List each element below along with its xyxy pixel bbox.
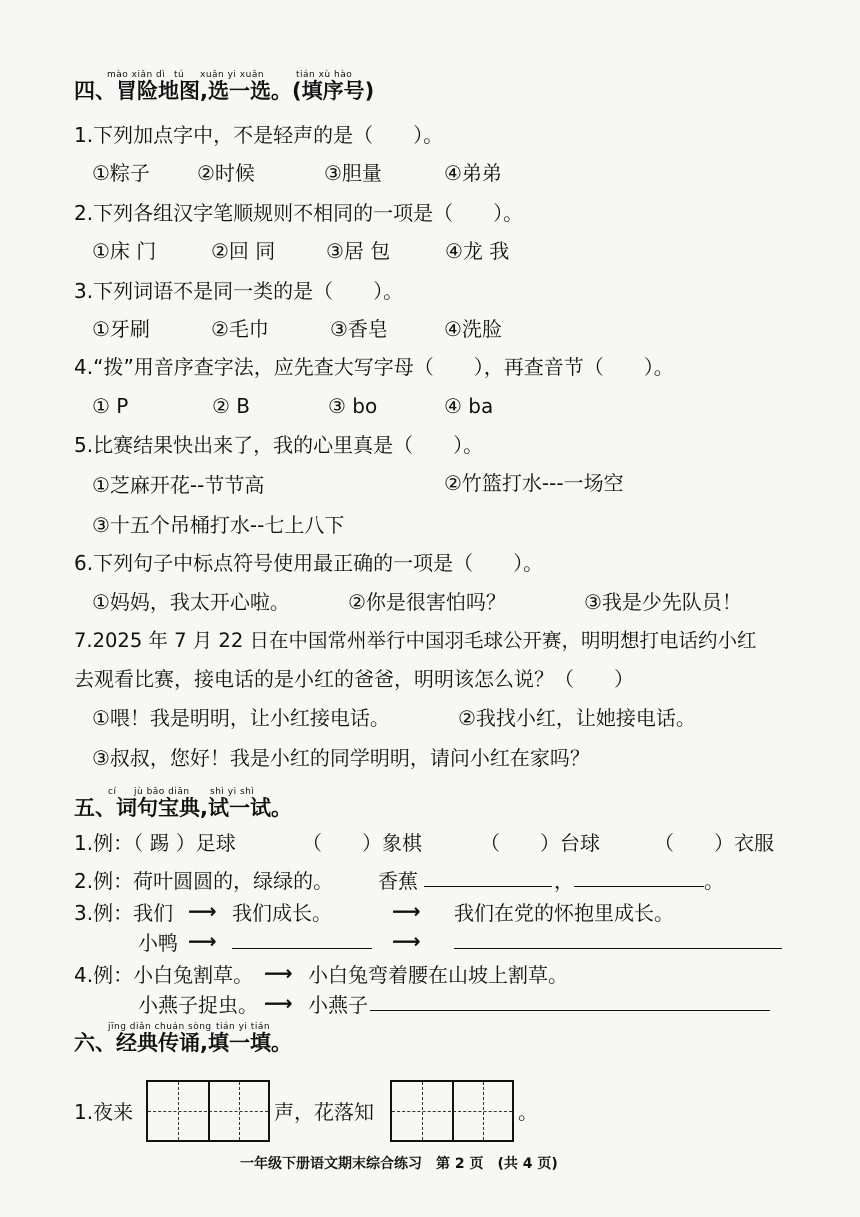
q4-1-stem: 1.下列加点字中，不是轻声的是（ ）。 <box>74 123 444 147</box>
q4-6-opt-1: ①妈妈，我太开心啦。 <box>92 590 290 614</box>
q4-3-opt-3: ③香皂 <box>330 317 388 341</box>
q5-2-word: 香蕉 <box>378 869 418 893</box>
pinyin-tianyitian: tián yi tián <box>216 1022 271 1032</box>
q4-5-opt-1: ①芝麻开花--节节高 <box>92 473 265 497</box>
q4-4-opt-1: ① P <box>92 394 129 418</box>
q5-2-blank-1[interactable] <box>424 866 552 887</box>
section-6-title: 六、经典传诵,填一填。 <box>74 1031 292 1055</box>
q4-5-opt-3: ③十五个吊桶打水--七上八下 <box>92 513 345 537</box>
page-footer: 一年级下册语文期末综合练习 第 2 页 (共 4 页) <box>240 1156 558 1172</box>
q5-4-example: 4.例：小白兔割草。 <box>74 963 254 987</box>
q4-7-opt-3: ③叔叔，您好！我是小红的同学明明，请问小红在家吗？ <box>92 746 590 770</box>
pinyin-jubaodian: jù bǎo diǎn <box>134 787 190 797</box>
pinyin-ci: cí <box>108 787 117 797</box>
q4-4-stem: 4.“拨”用音序查字法，应先查大写字母（ ），再查音节（ ）。 <box>74 355 674 379</box>
q4-6-opt-2: ②你是很害怕吗？ <box>348 590 506 614</box>
tianzige-grid-1[interactable] <box>146 1080 270 1142</box>
q4-4-opt-2: ② B <box>212 394 251 418</box>
tianzige-grid-2[interactable] <box>390 1080 514 1142</box>
q4-7-opt-2: ②我找小红，让她接电话。 <box>458 706 696 730</box>
q4-5-opt-2: ②竹篮打水---一场空 <box>444 471 624 495</box>
q5-4-question: 小燕子捉虫。 <box>138 993 258 1017</box>
arrow-icon: ⟶ <box>188 899 217 923</box>
q5-1-item-1: （ ）象棋 <box>302 831 422 855</box>
q4-3-stem: 3.下列词语不是同一类的是（ ）。 <box>74 279 404 303</box>
section-5-title: 五、词句宝典,试一试。 <box>74 796 292 820</box>
q5-4-start: 小燕子 <box>308 993 368 1017</box>
q5-3-word: 小鸭 <box>138 931 178 955</box>
q4-3-opt-2: ②毛巾 <box>211 317 269 341</box>
q4-6-opt-3: ③我是少先队员！ <box>584 590 742 614</box>
q4-4-opt-4: ④ ba <box>444 394 494 418</box>
q4-7-stem-line1: 7.2025 年 7 月 22 日在中国常州举行中国羽毛球公开赛，明明想打电话约小红 <box>74 629 757 652</box>
q4-1-opt-3: ③胆量 <box>324 161 382 185</box>
q4-4-opt-3: ③ bo <box>328 394 378 418</box>
pinyin-tianxuhao: tián xù hào <box>296 70 353 80</box>
q5-2-example: 2.例：荷叶圆圆的，绿绿的。 <box>74 869 334 893</box>
q5-3-blank-2[interactable] <box>454 928 782 949</box>
q5-1-item-3: （ ）衣服 <box>654 831 774 855</box>
q5-3-step1: 我们成长。 <box>232 901 332 925</box>
q4-2-opt-3: ③居 包 <box>326 239 391 263</box>
arrow-icon: ⟶ <box>264 961 293 985</box>
q4-6-stem: 6.下列句子中标点符号使用最正确的一项是（ ）。 <box>74 551 544 575</box>
pinyin-maoxiandi: mào xiǎn dì <box>107 70 166 80</box>
q6-1-part-c: 。 <box>518 1100 538 1124</box>
pinyin-shiyishi: shì yi shì <box>210 787 255 797</box>
q4-7-stem-line2: 去观看比赛，接电话的是小红的爸爸，明明该怎么说？（ ） <box>74 667 634 691</box>
q5-2-comma: ， <box>554 869 574 893</box>
q4-2-stem: 2.下列各组汉字笔顺规则不相同的一项是（ ）。 <box>74 201 524 225</box>
arrow-icon: ⟶ <box>264 991 293 1015</box>
arrow-icon: ⟶ <box>392 929 421 953</box>
q6-1-part-a: 1.夜来 <box>74 1100 134 1124</box>
q4-2-opt-2: ②回 同 <box>211 239 276 263</box>
q5-4-blank[interactable] <box>370 990 770 1011</box>
q5-1-item-2: （ ）台球 <box>480 831 600 855</box>
arrow-icon: ⟶ <box>392 899 421 923</box>
q4-2-opt-4: ④龙 我 <box>445 239 510 263</box>
q4-1-opt-2: ②时候 <box>197 161 255 185</box>
q4-1-opt-1: ①粽子 <box>92 161 150 185</box>
q5-3-blank-1[interactable] <box>232 928 372 949</box>
q4-3-opt-1: ①牙刷 <box>92 317 150 341</box>
q4-2-opt-1: ①床 门 <box>92 239 157 263</box>
section-4-title: 四、冒险地图,选一选。(填序号) <box>74 79 375 103</box>
q6-1-part-b: 声，花落知 <box>274 1100 374 1124</box>
pinyin-jingdianchuansong: jīng diǎn chuán sòng <box>108 1022 212 1032</box>
q4-7-opt-1: ①喂！我是明明，让小红接电话。 <box>92 706 390 730</box>
q4-5-stem: 5.比赛结果快出来了，我的心里真是（ ）。 <box>74 433 484 457</box>
pinyin-xuanyixuan: xuǎn yi xuǎn <box>200 70 265 80</box>
q5-2-end: 。 <box>704 869 724 893</box>
arrow-icon: ⟶ <box>188 929 217 953</box>
pinyin-tu: tú <box>174 70 185 80</box>
q5-2-blank-2[interactable] <box>574 866 704 887</box>
q5-3-example: 3.例：我们 <box>74 901 174 925</box>
q4-1-opt-4: ④弟弟 <box>444 161 502 185</box>
q5-4-result: 小白兔弯着腰在山坡上割草。 <box>308 963 568 987</box>
q5-1-example: 1.例：（ 踢 ）足球 <box>74 831 236 855</box>
q5-3-step2: 我们在党的怀抱里成长。 <box>454 901 674 925</box>
q4-3-opt-4: ④洗脸 <box>444 317 502 341</box>
